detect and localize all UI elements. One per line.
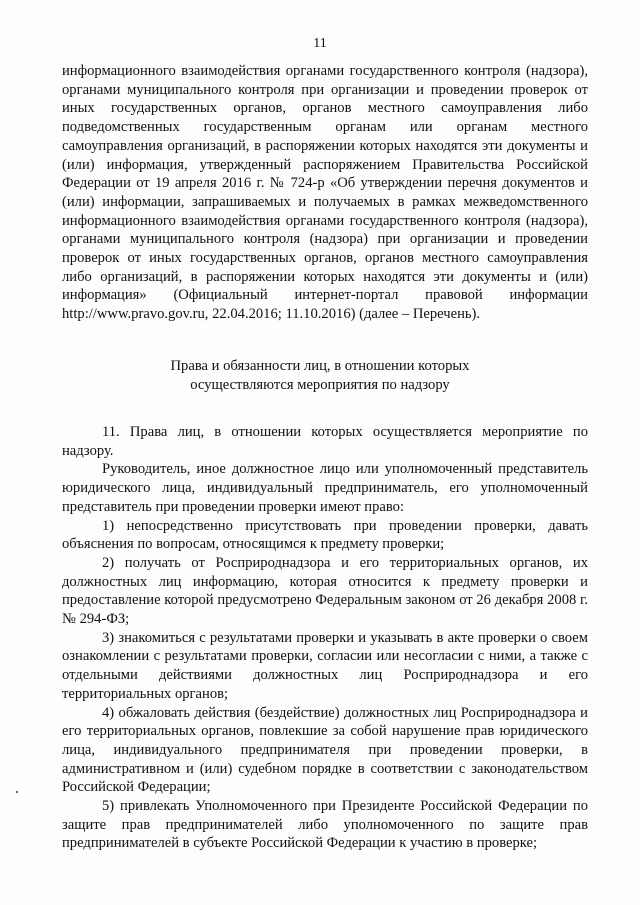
section-heading [0, 357, 640, 394]
scan-speck [16, 791, 18, 793]
paragraph-right-4: 4) обжаловать действия (бездействие) должностных лиц Росприроднадзора и его территориальных органов, повлекшие за собой нарушение прав юридического лица, индивидуального предпринимателя при проведении проверки, в административном и (или) судебном порядке в соответствии с законодательством Российской Федерации; [62, 704, 588, 796]
paragraph-right-1: 1) непосредственно присутствовать при проведении проверки, давать объяснения по вопросам, относящимся к предмету проверки; [62, 517, 588, 553]
section-heading-line-2: осуществляются мероприятия по надзору [190, 376, 450, 393]
paragraph-rights-intro: Руководитель, иное должностное лицо или уполномоченный представитель юридического лица, индивидуальный предприниматель, его уполномоченный представитель при проведении проверки имеют право: [62, 461, 588, 515]
paragraph-right-5: 5) привлекать Уполномоченного при Президенте Российской Федерации по защите прав предпринимателей либо уполномоченного по защите прав предпринимателей в субъекте Российской Федерации к участию в проверке; [62, 798, 588, 852]
paragraph-right-3: 3) знакомиться с результатами проверки и указывать в акте проверки о своем ознакомлении с результатами проверки, согласии или несогласии с ними, а также с отдельными действиями должностных лиц Росприроднадзора и его территориальных органов; [62, 629, 588, 702]
page-number: 11 [313, 36, 327, 51]
section-body [62, 423, 588, 853]
intro-block [62, 62, 588, 324]
paragraph-right-2: 2) получать от Росприроднадзора и его территориальных органов, их должностных лиц информацию, которая относится к предмету проверки и предоставление которой предусмотрено Федеральным законом от 26 декабря 2008 г. № 294-ФЗ; [62, 554, 588, 628]
section-heading-line-1: Права и обязанности лиц, в отношении которых [170, 358, 470, 374]
paragraph-item-11: 11. Права лиц, в отношении которых осуществляется мероприятие по надзору. [62, 424, 588, 459]
intro-paragraph: информационного взаимодействия органами государственного контроля (надзора), органами муниципального контроля при организации и проведении проверок от иных государственных органов, органов местного самоуправления либо подведомственных государственным органам или органам местного самоуправления организаций, в распоряжении которых находятся эти документы и (или) информация, утвержденный распоряжением Правительства Российской Федерации от 19 апреля 2016 г. № 724-р «Об утверждении перечня документов и (или) информации, запрашиваемых и получаемых в рамках межведомственного информационного взаимодействия органами государственного контроля (надзора), органами муниципального контроля (надзора) при организации и проведении проверок от иных государственных органов, органов местного самоуправления либо организаций, в распоряжении которых находятся эти документы и (или) информация» (Официальный интернет-портал правовой информации http://www.pravo.gov.ru, 22.04.2016; 11.10.2016) (далее – Перечень). [62, 63, 588, 323]
